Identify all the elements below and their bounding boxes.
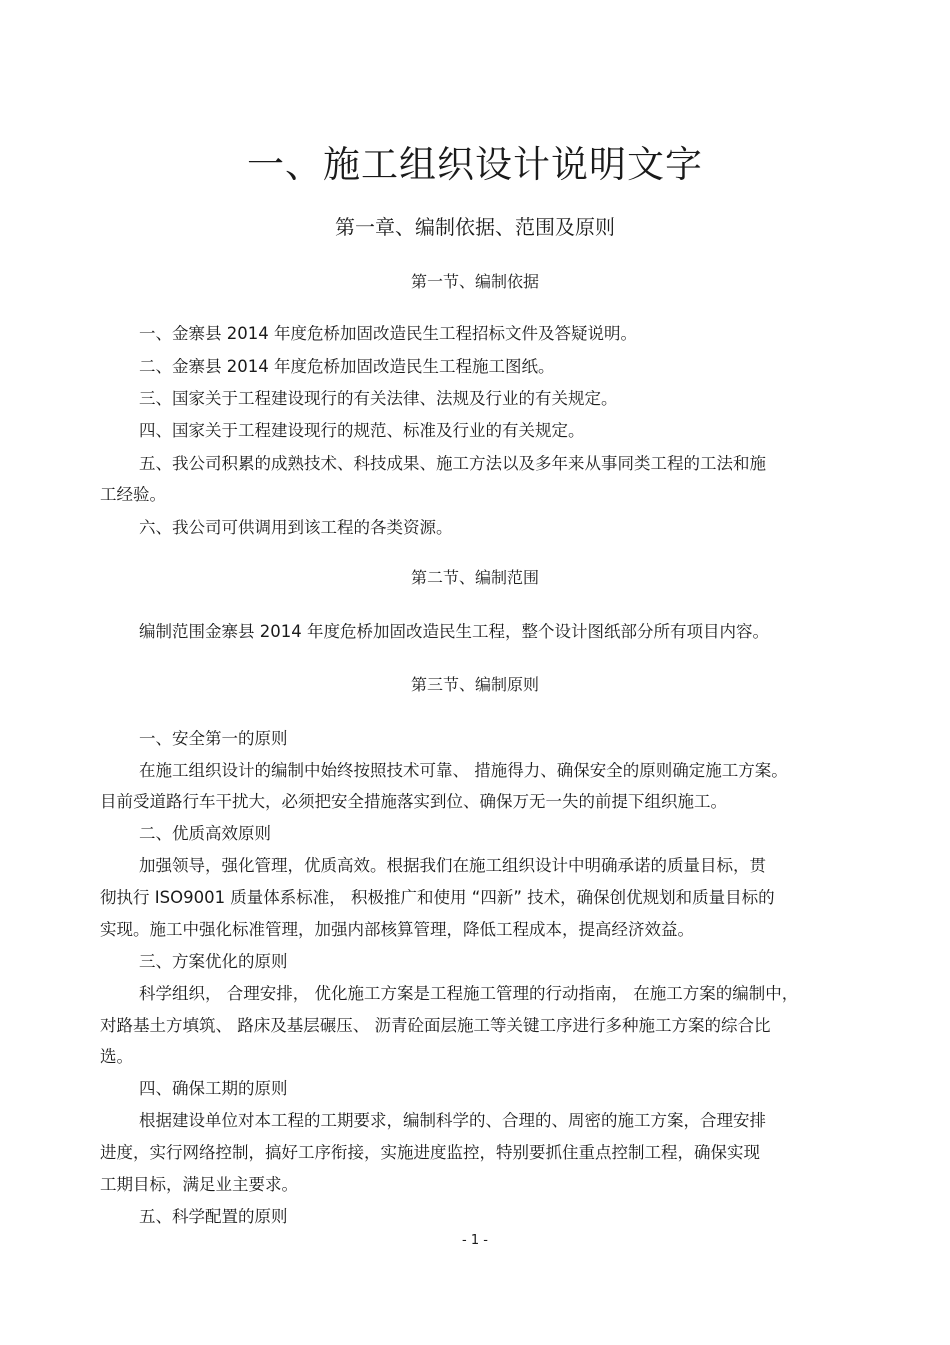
section-heading-scope: 第二节、编制范围 [410,568,539,587]
page-number: - 1 - [462,1233,488,1248]
paragraph-line: 根据建设单位对本工程的工期要求，编制科学的、合理的、周密的施工方案，合理安排 [139,1111,766,1130]
section-heading-basis: 第一节、编制依据 [410,272,539,291]
paragraph-line: 进度，实行网络控制，搞好工序衔接，实施进度监控，特别要抓住重点控制工程，确保实现 [100,1143,760,1162]
paragraph-line: 编制范围金寨县 2014 年度危桥加固改造民生工程，整个设计图纸部分所有项目内容。 [139,622,769,641]
paragraph-line: 彻执行 ISO9001 质量体系标准， 积极推广和使用 “四新” 技术，确保创优规划和质量目标的 [100,888,775,907]
paragraph-line: 四、国家关于工程建设现行的规范、标准及行业的有关规定。 [139,421,585,440]
paragraph-line: 四、确保工期的原则 [139,1079,288,1098]
paragraph-line: 五、我公司积累的成熟技术、科技成果、施工方法以及多年来从事同类工程的工法和施 [139,454,766,473]
paragraph-line: 实现。施工中强化标准管理，加强内部核算管理，降低工程成本，提高经济效益。 [100,920,694,939]
chapter-title: 第一章、编制依据、范围及原则 [335,215,615,239]
paragraph-line: 目前受道路行车干扰大，必须把安全措施落实到位、确保万无一失的前提下组织施工。 [100,792,727,811]
paragraph-line: 三、国家关于工程建设现行的有关法律、法规及行业的有关规定。 [139,389,618,408]
paragraph-line: 科学组织， 合理安排， 优化施工方案是工程施工管理的行动指南， 在施工方案的编制中， [139,984,799,1003]
paragraph-line: 工期目标，满足业主要求。 [100,1175,298,1194]
paragraph-line: 对路基土方填筑、 路床及基层碾压、 沥青砼面层施工等关键工序进行多种施工方案的综合比 [100,1016,771,1035]
paragraph-line: 加强领导，强化管理，优质高效。根据我们在施工组织设计中明确承诺的质量目标，贯 [139,856,766,875]
paragraph-line: 二、优质高效原则 [139,824,271,843]
paragraph-line: 一、金寨县 2014 年度危桥加固改造民生工程招标文件及答疑说明。 [139,324,637,343]
document-title: 一、施工组织设计说明文字 [247,143,703,186]
paragraph-line: 六、我公司可供调用到该工程的各类资源。 [139,518,453,537]
paragraph-line: 五、科学配置的原则 [139,1207,288,1226]
paragraph-line: 二、金寨县 2014 年度危桥加固改造民生工程施工图纸。 [139,357,555,376]
paragraph-line: 选。 [100,1047,133,1066]
paragraph-line: 在施工组织设计的编制中始终按照技术可靠、 措施得力、确保安全的原则确定施工方案。 [139,761,788,780]
paragraph-line: 一、安全第一的原则 [139,729,288,748]
paragraph-line: 三、方案优化的原则 [139,952,288,971]
section-heading-principles: 第三节、编制原则 [410,675,539,694]
paragraph-line: 工经验。 [100,485,166,504]
